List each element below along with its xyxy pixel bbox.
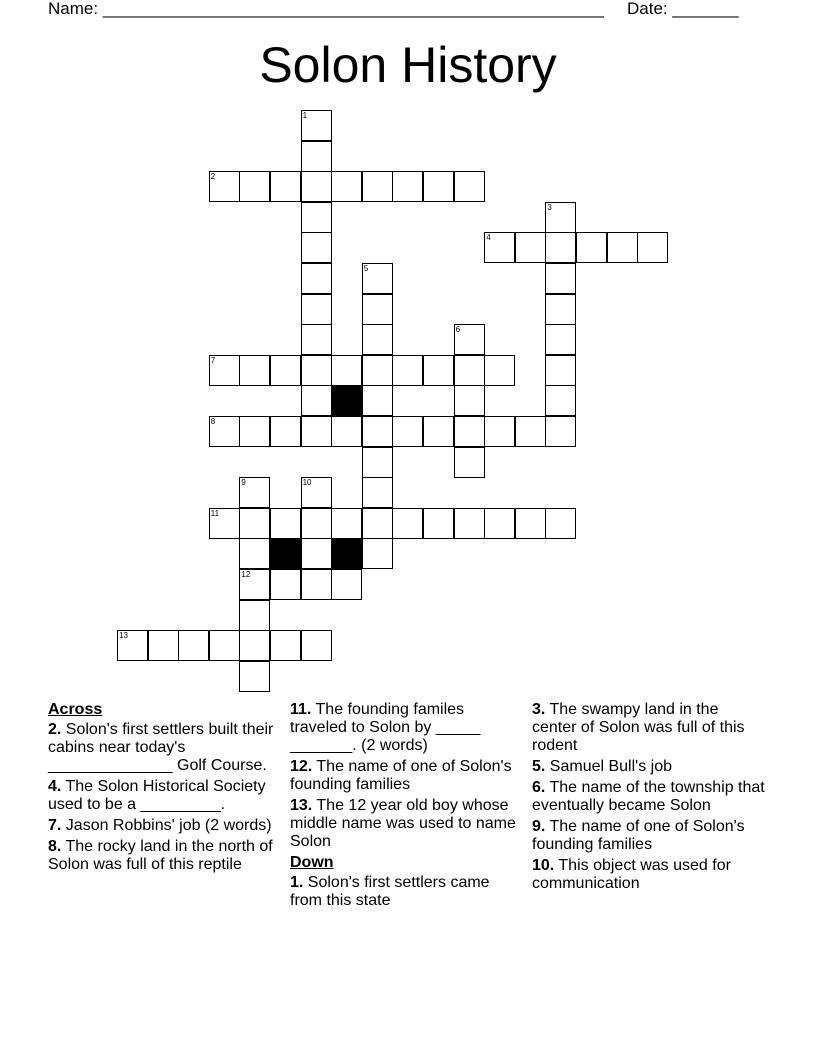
clue-number: 2. bbox=[48, 721, 62, 738]
clues-column-1 bbox=[48, 701, 284, 877]
clues-column-2 bbox=[290, 701, 522, 913]
clue-text: The founding familes traveled to Solon by _____ _______. (2 words) bbox=[290, 701, 481, 754]
grid-cell[interactable] bbox=[239, 416, 270, 447]
grid-block bbox=[331, 385, 362, 416]
across-heading: Across bbox=[48, 701, 103, 718]
clues-column-3 bbox=[532, 701, 766, 896]
grid-cell[interactable] bbox=[362, 171, 393, 202]
clue-number: 10 bbox=[302, 478, 312, 488]
grid-cell[interactable] bbox=[301, 324, 332, 355]
grid-cell[interactable] bbox=[362, 355, 393, 386]
grid-cell[interactable] bbox=[545, 508, 576, 539]
clue-number: 4. bbox=[48, 778, 62, 795]
clue-number: 12. bbox=[290, 758, 313, 775]
grid-cell[interactable] bbox=[545, 355, 576, 386]
grid-cell[interactable] bbox=[454, 324, 485, 355]
clue bbox=[532, 857, 766, 893]
grid-cell[interactable] bbox=[545, 324, 576, 355]
grid-cell[interactable] bbox=[301, 569, 332, 600]
clue-number: 5 bbox=[363, 264, 369, 273]
page-title: Solon History bbox=[259, 37, 557, 93]
date-field-label: Date: _______ bbox=[627, 0, 739, 18]
clue-number: 8. bbox=[48, 838, 62, 855]
clue-text: The Solon Historical Society used to be a _________. bbox=[48, 778, 266, 813]
grid-cell[interactable] bbox=[301, 355, 332, 386]
grid-cell[interactable] bbox=[239, 171, 270, 202]
grid-cell[interactable] bbox=[454, 385, 485, 416]
clue bbox=[48, 721, 284, 775]
clue-number: 11. bbox=[290, 701, 312, 718]
clue-number: 10. bbox=[532, 857, 555, 874]
grid-cell[interactable] bbox=[484, 355, 515, 386]
clue-number: 1 bbox=[302, 111, 308, 120]
grid-cell[interactable] bbox=[239, 569, 270, 600]
grid-cell[interactable] bbox=[178, 630, 209, 661]
clue-number: 12 bbox=[241, 570, 251, 579]
clue bbox=[532, 701, 766, 755]
clue bbox=[48, 778, 284, 814]
clue-text: Jason Robbins' job (2 words) bbox=[61, 817, 272, 834]
grid-cell[interactable] bbox=[362, 508, 393, 539]
grid-cell[interactable] bbox=[239, 538, 270, 569]
across-clue-list-continued bbox=[290, 701, 522, 851]
grid-cell[interactable] bbox=[239, 508, 270, 539]
grid-cell[interactable] bbox=[392, 416, 423, 447]
grid-cell[interactable] bbox=[301, 232, 332, 263]
grid-cell[interactable] bbox=[362, 538, 393, 569]
grid-cell[interactable] bbox=[362, 385, 393, 416]
name-field-label: Name: _____________________________________________________ bbox=[48, 0, 604, 18]
clue bbox=[48, 838, 284, 874]
grid-cell[interactable] bbox=[545, 263, 576, 294]
clue-number: 7 bbox=[210, 355, 216, 365]
grid-cell[interactable] bbox=[209, 508, 240, 539]
grid-cell[interactable] bbox=[392, 171, 423, 202]
grid-cell[interactable] bbox=[301, 385, 332, 416]
grid-cell[interactable] bbox=[454, 416, 485, 447]
clue-text: The swampy land in the center of Solon was full of this rodent bbox=[532, 701, 745, 754]
down-heading: Down bbox=[290, 854, 334, 871]
grid-cell[interactable] bbox=[484, 232, 515, 263]
grid-cell[interactable] bbox=[515, 416, 546, 447]
grid-cell[interactable] bbox=[515, 232, 546, 263]
grid-cell[interactable] bbox=[545, 202, 576, 233]
grid-cell[interactable] bbox=[239, 600, 270, 631]
clue bbox=[48, 817, 284, 835]
grid-cell[interactable] bbox=[392, 355, 423, 386]
grid-cell[interactable] bbox=[148, 630, 179, 661]
grid-cell[interactable] bbox=[362, 447, 393, 478]
clue-number: 3 bbox=[547, 202, 552, 212]
clue-number: 6. bbox=[532, 779, 546, 796]
clue bbox=[532, 779, 766, 815]
clue-text: Solon's first settlers built their cabins near today's ______________ Golf Course. bbox=[48, 721, 274, 774]
clue bbox=[290, 758, 522, 794]
grid-cell[interactable] bbox=[301, 263, 332, 294]
grid-block bbox=[331, 538, 362, 569]
clue-number: 4 bbox=[486, 233, 491, 243]
clue-number: 9. bbox=[532, 818, 546, 835]
clue bbox=[290, 797, 522, 851]
grid-cell[interactable] bbox=[454, 508, 485, 539]
grid-cell[interactable] bbox=[362, 477, 393, 508]
grid-cell[interactable] bbox=[331, 508, 362, 539]
grid-cell[interactable] bbox=[301, 416, 332, 447]
clue-number: 3. bbox=[532, 701, 546, 718]
grid-cell[interactable] bbox=[331, 171, 362, 202]
clue-text: The 12 year old boy whose middle name was used to name Solon bbox=[290, 797, 516, 850]
grid-cell[interactable] bbox=[301, 477, 332, 508]
clue-text: The name of one of Solon's founding families bbox=[290, 758, 512, 793]
grid-cell[interactable] bbox=[301, 171, 332, 202]
grid-cell[interactable] bbox=[362, 263, 393, 294]
grid-cell[interactable] bbox=[545, 232, 576, 263]
grid-cell[interactable] bbox=[362, 416, 393, 447]
grid-cell[interactable] bbox=[209, 630, 240, 661]
clue-text: The rocky land in the north of Solon was full of this reptile bbox=[48, 838, 273, 873]
clue-number: 13 bbox=[119, 631, 128, 641]
grid-cell[interactable] bbox=[239, 355, 270, 386]
grid-cell[interactable] bbox=[576, 232, 607, 263]
grid-cell[interactable] bbox=[209, 416, 240, 447]
grid-cell[interactable] bbox=[515, 508, 546, 539]
clue-text: Samuel Bull's job bbox=[545, 758, 673, 775]
clue-text: The name of the township that eventually became Solon bbox=[532, 779, 765, 814]
grid-cell[interactable] bbox=[270, 416, 301, 447]
grid-cell[interactable] bbox=[454, 447, 485, 478]
down-clue-list-continued bbox=[532, 701, 766, 893]
grid-block bbox=[270, 538, 301, 569]
grid-cell[interactable] bbox=[239, 630, 270, 661]
grid-cell[interactable] bbox=[423, 416, 454, 447]
clue-number: 5. bbox=[532, 758, 546, 775]
grid-cell[interactable] bbox=[239, 661, 270, 692]
down-clue-list bbox=[290, 874, 522, 910]
clue-number: 2 bbox=[210, 172, 216, 182]
grid-cell[interactable] bbox=[423, 171, 454, 202]
grid-cell[interactable] bbox=[270, 569, 301, 600]
clue-text: The name of one of Solon's founding families bbox=[532, 818, 745, 853]
grid-cell[interactable] bbox=[423, 355, 454, 386]
grid-cell[interactable] bbox=[301, 110, 332, 141]
grid-cell[interactable] bbox=[117, 630, 148, 661]
grid-cell[interactable] bbox=[331, 416, 362, 447]
grid-cell[interactable] bbox=[423, 508, 454, 539]
grid-cell[interactable] bbox=[270, 630, 301, 661]
clue-number: 8 bbox=[210, 417, 216, 426]
grid-cell[interactable] bbox=[362, 324, 393, 355]
grid-cell[interactable] bbox=[331, 569, 362, 600]
grid-cell[interactable] bbox=[301, 538, 332, 569]
grid-cell[interactable] bbox=[301, 294, 332, 325]
grid-cell[interactable] bbox=[454, 171, 485, 202]
grid-cell[interactable] bbox=[545, 294, 576, 325]
clue-number: 9 bbox=[241, 478, 246, 488]
clue bbox=[532, 818, 766, 854]
grid-cell[interactable] bbox=[545, 385, 576, 416]
clue-number: 1. bbox=[290, 874, 304, 891]
grid-cell[interactable] bbox=[239, 477, 270, 508]
grid-cell[interactable] bbox=[270, 508, 301, 539]
grid-cell[interactable] bbox=[209, 355, 240, 386]
grid-cell[interactable] bbox=[301, 202, 332, 233]
clue-number: 11 bbox=[210, 508, 220, 518]
grid-cell[interactable] bbox=[301, 141, 332, 172]
clue-text: This object was used for communication bbox=[532, 857, 731, 892]
grid-cell[interactable] bbox=[484, 508, 515, 539]
clue-number: 13. bbox=[290, 797, 313, 814]
grid-cell[interactable] bbox=[301, 630, 332, 661]
clue-number: 6 bbox=[455, 325, 461, 335]
clue-number: 7. bbox=[48, 817, 62, 834]
clue-text: Solon's first settlers came from this state bbox=[290, 874, 490, 909]
grid-cell[interactable] bbox=[392, 508, 423, 539]
across-clue-list bbox=[48, 721, 284, 874]
grid-cell[interactable] bbox=[331, 355, 362, 386]
grid-cell[interactable] bbox=[454, 355, 485, 386]
grid-cell[interactable] bbox=[637, 232, 668, 263]
grid-cell[interactable] bbox=[301, 508, 332, 539]
grid-cell[interactable] bbox=[362, 294, 393, 325]
grid-cell[interactable] bbox=[545, 416, 576, 447]
grid-cell[interactable] bbox=[607, 232, 638, 263]
grid-cell[interactable] bbox=[484, 416, 515, 447]
grid-cell[interactable] bbox=[209, 171, 240, 202]
grid-cell[interactable] bbox=[270, 355, 301, 386]
clue bbox=[290, 701, 522, 755]
grid-cell[interactable] bbox=[270, 171, 301, 202]
clue bbox=[290, 874, 522, 910]
clue bbox=[532, 758, 766, 776]
